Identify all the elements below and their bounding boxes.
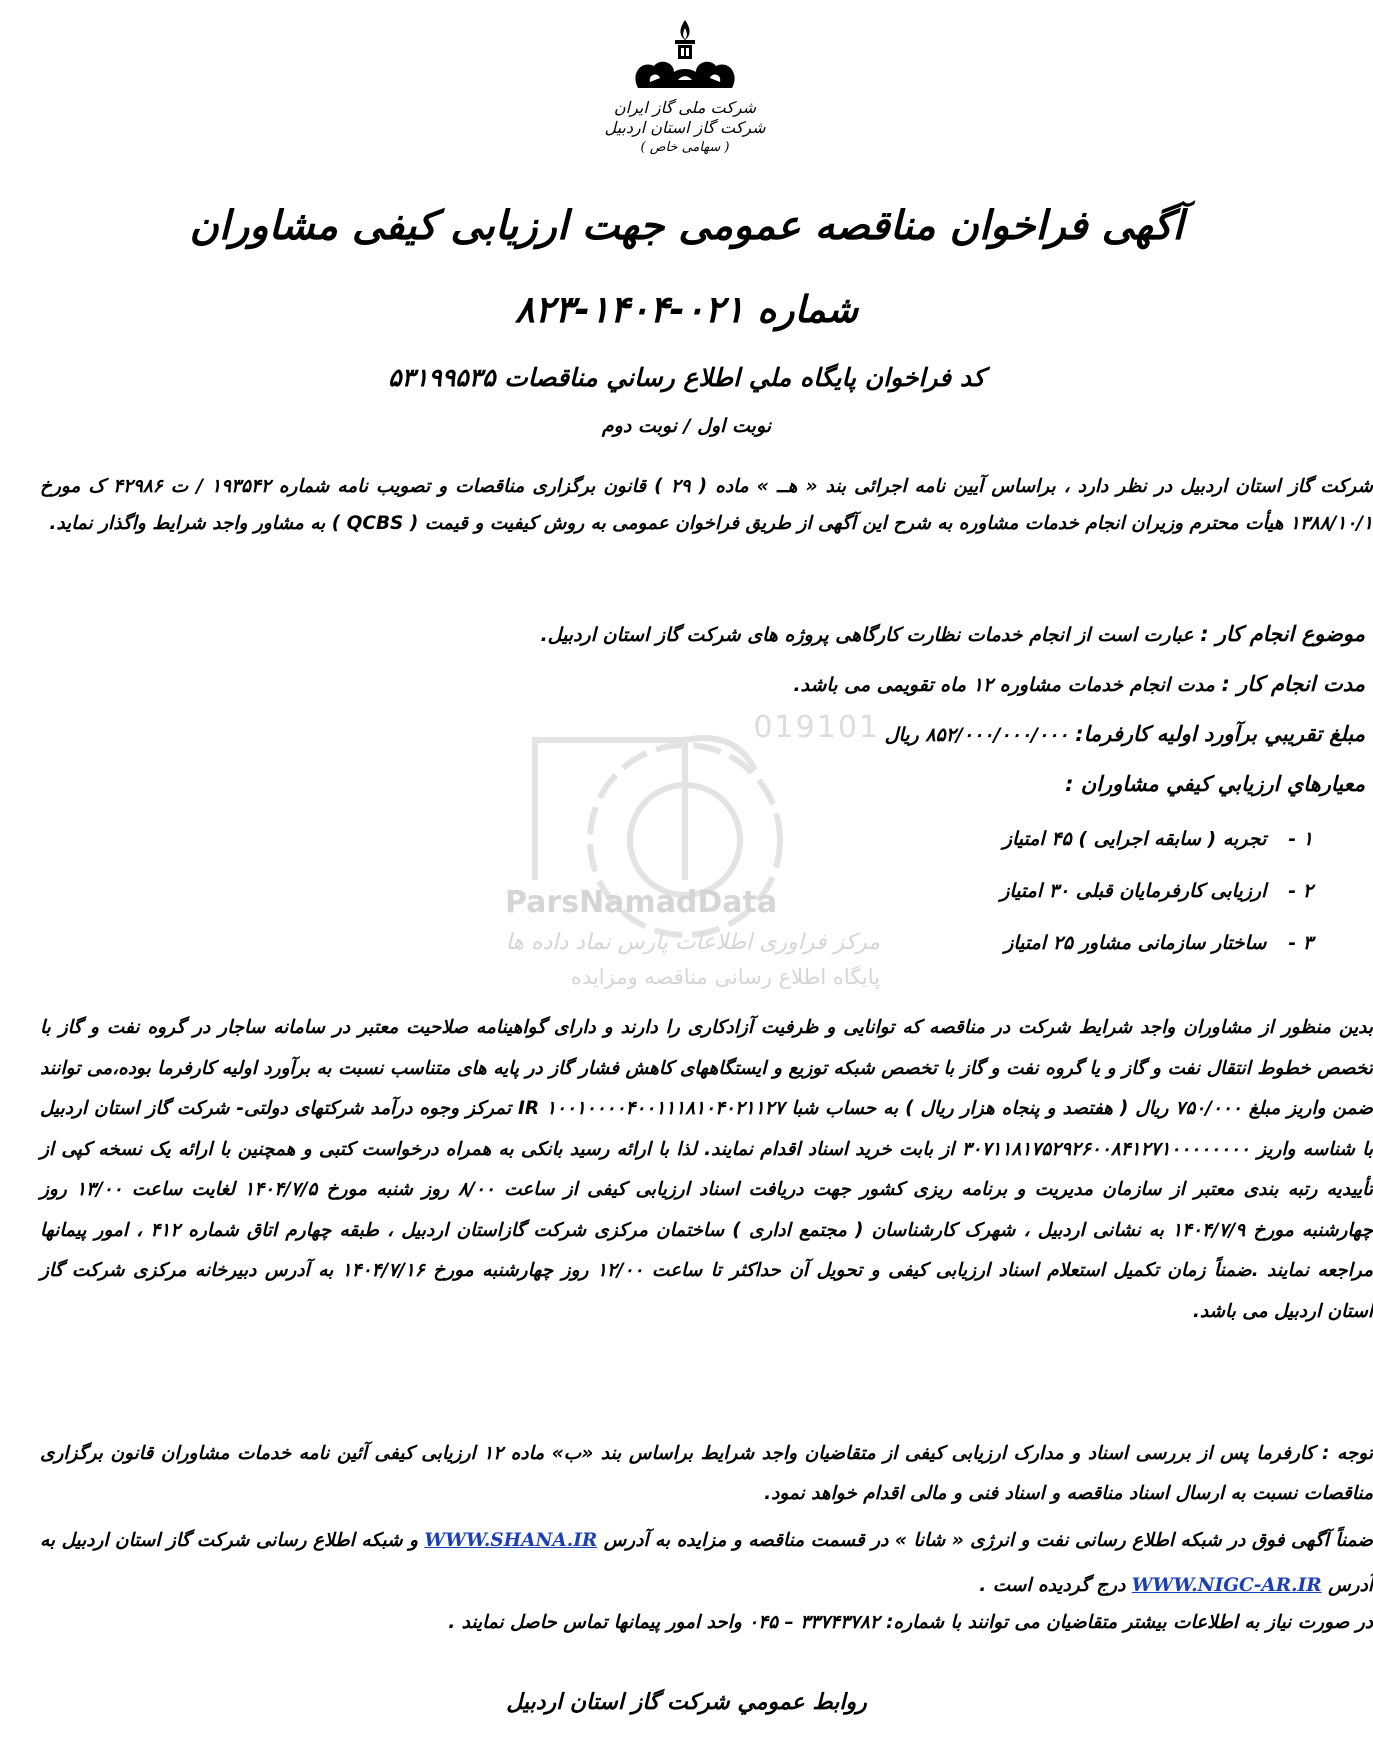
company-type: ( سهامی خاص ) [640,140,730,155]
signature: روابط عمومي شركت گاز استان اردبيل [506,1690,867,1715]
page-title: آگهی فراخوان مناقصه عمومی جهت ارزیابی کیفی مشاوران [189,203,1184,249]
work-subject-label: موضوع انجام کار : [1200,622,1365,646]
criteria-item [1003,828,1313,850]
shana-link[interactable]: WWW.SHANA.IR [424,1530,598,1551]
contact-paragraph: در صورت نیاز به اطلاعات بیشتر متقاضیان می توانند با شماره: ۳۳۷۴۳۷۸۲ – ۰۴۵ واحد امور پیمانها تماس حاصل نمایند . [448,1612,1373,1633]
criteria-item-text: ساختار سازمانی مشاور ۲۵ امتیاز [1004,932,1267,954]
watermark [495,700,880,1035]
work-duration [793,672,1365,696]
nigc-link[interactable]: WWW.NIGC-AR.IR [1131,1575,1322,1596]
budget-value: ۸۵۲/۰۰۰/۰۰۰/۰۰۰ ریال [884,724,1069,746]
flame-emblem-icon [630,18,740,98]
work-duration-value: مدت انجام خدمات مشاوره ۱۲ ماه تقویمی می باشد. [793,674,1215,696]
budget-estimate [885,722,1365,746]
main-paragraph: بدین منظور از مشاوران واجد شرایط شرکت در مناقصه که توانایی و ظرفیت آزادکاری را دارند و دارای گواهینامه صلاحیت معتبر در سامانه ساجار در گروه نفت و گاز با تخصص خطوط انتقال نفت و گاز و یا گروه نفت و گاز با تخصص شبکه توزیع و ایستگاههای کاهش فشار گاز در پایه های متناسب نسبت به برآورد اولیه کارفرما بوده،می توانند ضمن واریز مبلغ ۷۵۰/۰۰۰ ریال ( هفتصد و پنجاه هزار ریال ) به حساب شبا IR ۱۰۰۱۰۰۰۰۴۰۰۱۱۱۸۱۰۴۰۲۱۱۲۷ تمرکز وجوه درآمد شرکتهای دولتی- شرکت گاز استان اردبیل با شناسه واریز ۳۰۷۱۱۸۱۷۵۲۹۲۶۰۰۸۴۱۲۷۱۰۰۰۰۰۰۰۰ از بابت خرید اسناد اقدام نمایند. لذا با ارائه رسید بانکی به همراه درخواست کتبی و همچنین با ارائه یک نسخه کپی از تأییدیه رتبه بندی معتبر از سازمان مدیریت و برنامه ریزی کشور جهت دریافت اسناد ارزیابی کیفی از ساعت ۸/۰۰ روز شنبه مورخ ۱۴۰۴/۷/۵ لغایت ساعت ۱۳/۰۰ روز چهارشنبه مورخ ۱۴۰۴/۷/۹ به نشانی اردبیل ، شهرک کارشناسان ( مجتمع اداری ) ساختمان مرکزی شرکت گازاستان اردبیل ، طبقه چهارم اتاق شماره ۴۱۲ ، امور پیمانها مراجعه نمایند .ضمناً زمان تکمیل استعلام اسناد ارزیابی کیفی و تحویل آن حداکثر تا ساعت ۱۲/۰۰ روز چهارشنبه مورخ ۱۴۰۴/۷/۱۶ به آدرس دبیرخانه مرکزی شرکت گاز استان اردبیل می باشد. [40,1017,1373,1322]
criteria-item-text: تجربه ( سابقه اجرایی ) ۴۵ امتیاز [1002,828,1267,850]
criteria-item-number: ۱ - [1288,828,1313,850]
tender-code: كد فراخوان پایگاه ملي اطلاع رساني مناقصات ۵۳۱۹۹۵۳۵ [388,363,985,392]
links-text-3: درج گردیده است . [979,1575,1126,1596]
company-name-line1: شرکت ملی گاز ایران [613,98,757,117]
company-name-line2: شرکت گاز استان اردبیل [604,118,766,137]
watermark-line1: مرکز فراوری اطلاعات پارس نماد داده ها [505,930,880,955]
tender-number: شماره ۰۲۱-۱۴۰۴-۸۲۳ [514,288,859,331]
watermark-line2: پایگاه اطلاع رسانی مناقصه ومزایده [570,965,880,989]
criteria-item-text: ارزیابی کارفرمایان قبلی ۳۰ امتیاز [1000,880,1267,902]
publication-round: نوبت اول / نوبت دوم [601,415,772,437]
work-subject-value: عبارت است از انجام خدمات نظارت کارگاهی پروژه های شرکت گاز استان اردبیل. [540,624,1194,646]
note-paragraph: توجه : کارفرما پس از بررسی اسناد و مدارک ارزیابی کیفی از متقاضیان واجد شرایط براساس بند «ب» ماده ۱۲ ارزیابی کیفی آئین نامه خدمات مشاوران قانون برگزاری مناقصات نسبت به ارسال اسناد مناقصه و اسناد فنی و مالی اقدام خواهد نمود. [40,1443,1373,1504]
criteria-item-number: ۳ - [1288,932,1313,954]
criteria-item [1004,932,1313,954]
work-subject [540,622,1365,646]
criteria-heading: معيارهاي ارزيابي كيفي مشاوران : [1065,772,1365,796]
intro-paragraph: شرکت گاز استان اردبیل در نظر دارد ، براساس آیین نامه اجرائی بند « هــ » ماده ( ۲۹ ) قانون برگزاری مناقصات و تصویب نامه شماره ۱۹۳۵۴۲ / ت ۴۲۹۸۶ ک مورخ ۱۳۸۸/۱۰/۱ هیأت محترم وزیران انجام خدمات مشاوره به شرح این آگهی از طریق فراخوان عمومی به روش کیفیت و قیمت ( QCBS ) به مشاور واجد شرایط واگذار نماید. [40,476,1373,534]
links-text-2: و شبکه اطلاع رسانی شرکت گاز استان اردبیل به آدرس [40,1530,1373,1596]
links-text-1: ضمناً آگهی فوق در شبکه اطلاع رسانی نفت و انرژی « شانا » در قسمت مناقصه و مزایده به آدرس [603,1530,1373,1551]
watermark-number: 019101 [753,710,880,745]
work-duration-label: مدت انجام کار : [1221,672,1365,696]
criteria-item-number: ۲ - [1288,880,1313,902]
links-paragraph [40,1518,1373,1608]
criteria-item [1000,880,1313,902]
budget-label: مبلغ تقريبي برآورد اوليه كارفرما: [1075,722,1365,746]
company-logo [600,18,770,188]
watermark-name: ParsNamadData [505,885,778,920]
